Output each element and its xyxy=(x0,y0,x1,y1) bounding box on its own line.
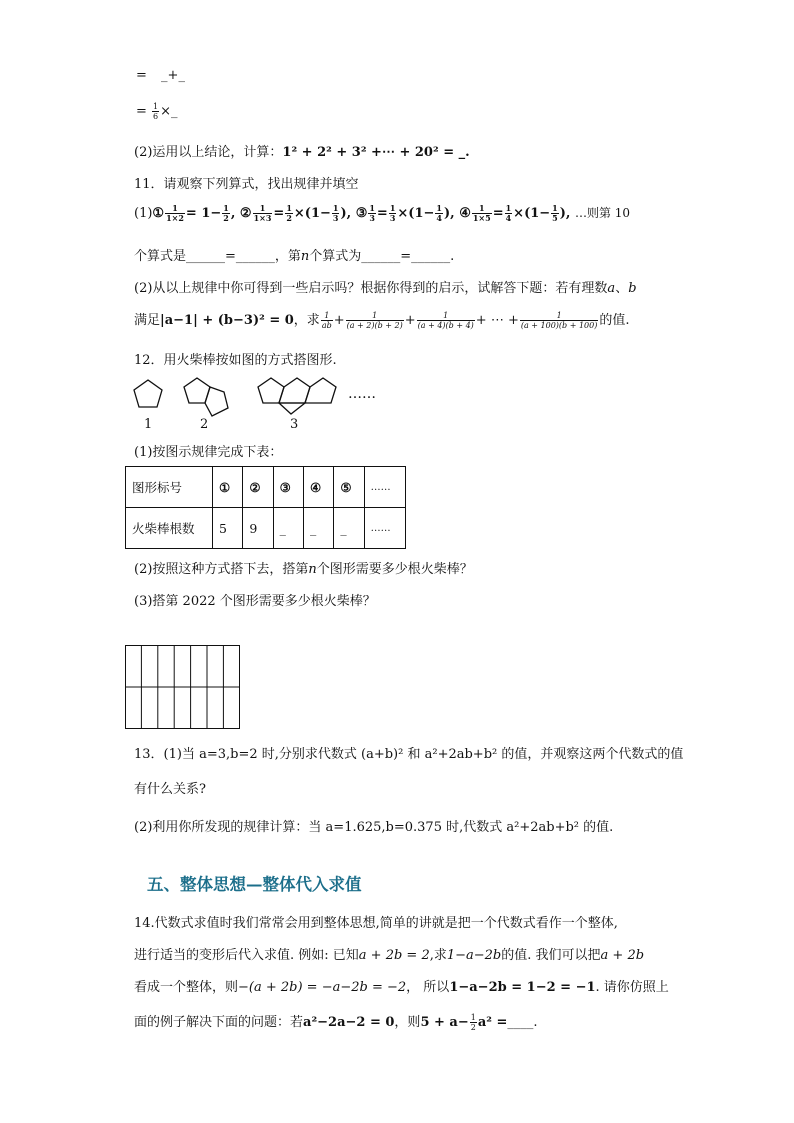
text-run: (2)从以上规律中你可得到一些启示吗？根据你得到的启示，试解答下题：若有理数 xyxy=(134,281,608,296)
question-11-part-2 xyxy=(134,277,637,296)
math-text: , xyxy=(230,206,236,221)
math-expression: a + 2b xyxy=(600,948,645,963)
question-10-part-2 xyxy=(134,141,470,160)
text-run: 进行适当的变形后代入求值. 例如: 已知 xyxy=(134,948,359,963)
fraction: $\frac{1}{1\times 3}$ xyxy=(253,203,272,223)
math-text: = 1− xyxy=(185,206,222,221)
math-expression: 1−a−2b = 1−2 = −1 xyxy=(449,980,596,995)
table-cell: ④ xyxy=(303,467,333,508)
fraction: $\frac{1}{5}$ xyxy=(552,203,558,223)
question-12-part-3: (3)搭第 2022 个图形需要多少根火柴棒？ xyxy=(134,594,376,609)
text-run: 个算式是______=______，第 xyxy=(134,249,301,264)
fraction: $\frac{1}{1\times 2}$ xyxy=(166,203,184,223)
table-head: 火柴棒根数 xyxy=(126,508,213,549)
math-text: = xyxy=(273,206,285,221)
math-expression: −(a + 2b) = −a−2b = −2 xyxy=(238,980,407,995)
table-cell: ⑤ xyxy=(334,467,364,508)
table-cell: ① xyxy=(213,467,243,508)
part-label: (1) xyxy=(134,206,153,221)
variable-a: a xyxy=(607,281,616,296)
question-13-line-1: 13．(1)当 a=3,b=2 时,分别求代数式 (a+b)² 和 a²+2ab+b² 的值，并观察这两个代数式的值 xyxy=(134,747,684,762)
question-12-part-1: (1)按图示规律完成下表： xyxy=(134,445,283,460)
table-row xyxy=(126,508,406,549)
math-expression: 1² + 2² + 3² +⋯ + 20² = _. xyxy=(282,145,470,160)
text-run: 的值. xyxy=(599,313,630,328)
fraction: $\frac{1}{2}$ xyxy=(470,1013,476,1032)
math-text: ), xyxy=(340,206,352,221)
text-run: ， 所以 xyxy=(406,980,450,995)
math-expression: a² = xyxy=(477,1015,508,1030)
math-text: ), xyxy=(559,206,571,221)
table-head: 图形标号 xyxy=(126,467,213,508)
blank-expression: ×_ xyxy=(160,104,178,119)
fraction: $\frac{1}{3}$ xyxy=(369,203,375,223)
variable-n: n xyxy=(300,249,310,264)
text-run: 面的例子解决下面的问题：若 xyxy=(134,1015,304,1030)
text-run: 看成一个整体，则 xyxy=(134,980,239,995)
circled-number: ① xyxy=(152,206,165,221)
math-text: = xyxy=(492,206,504,221)
section-heading: 五、整体思想—整体代入求值 xyxy=(147,875,362,894)
question-14-line-3 xyxy=(134,976,669,995)
math-text: + ⋯ + xyxy=(475,313,519,328)
circled-number: ③ xyxy=(355,206,368,221)
question-11-title: 11．请观察下列算式，找出规律并填空 xyxy=(134,177,359,192)
table-cell: 5 xyxy=(213,508,243,549)
circled-number: ② xyxy=(239,206,252,221)
equals-sign: = xyxy=(136,68,147,83)
question-14-line-4 xyxy=(134,1011,538,1032)
math-text: ), xyxy=(443,206,455,221)
fraction: $\frac{1}{1\times 5}$ xyxy=(472,203,491,223)
question-14-line-2 xyxy=(134,944,644,963)
question-13-part-2: (2)利用你所发现的规律计算：当 a=1.625,b=0.375 时,代数式 a²+2ab+b² 的值. xyxy=(134,820,614,835)
variable-b: b xyxy=(628,281,637,296)
math-text: ×(1− xyxy=(397,206,435,221)
table-cell: …… xyxy=(364,508,405,549)
table-cell: 9 xyxy=(243,508,273,549)
blank-expression: _+_ xyxy=(161,68,185,83)
question-11-part-2-formula: 满足|a−1| + (b−3)² = 0，求 $\frac{1}{ab}$ + $\frac{1}{(a + 2)(b + 2)}$ + $\frac{1}{(a + 4)(b + 4)}$ + ⋯ + $\frac{1}{(a + 100)(b + 100)}$ 的值. xyxy=(134,311,630,330)
math-expression: a²−2a−2 = 0 xyxy=(303,1015,395,1030)
equation-line-2 xyxy=(136,102,178,121)
fraction: $\frac{1}{2}$ xyxy=(223,203,229,223)
figure-label-1: 1 xyxy=(144,417,153,432)
answer-blank: ____. xyxy=(507,1015,538,1030)
math-expression: 5 + a− xyxy=(420,1015,469,1030)
question-11-formulas xyxy=(134,204,630,223)
variable-n: n xyxy=(308,562,317,577)
matchstick-figures xyxy=(120,370,400,432)
math-expression: 1−a−2b xyxy=(446,948,502,963)
text-run: 满足 xyxy=(134,313,161,328)
math-text: ×(1− xyxy=(513,206,551,221)
equals-sign: = xyxy=(136,104,147,119)
fraction: $\frac{1}{(a + 4)(b + 4)}$ xyxy=(417,311,474,330)
pentagon-figure-3d xyxy=(305,378,336,403)
fraction: $\frac{1}{4}$ xyxy=(436,203,442,223)
fraction: $\frac{1}{4}$ xyxy=(505,203,512,223)
math-text: ×(1− xyxy=(293,206,331,221)
text-run: 个图形需要多少根火柴棒？ xyxy=(316,562,473,577)
pentagon-figure-2b xyxy=(205,387,228,416)
question-12-title: 12．用火柴棒按如图的方式搭图形. xyxy=(134,353,337,368)
table-cell: _ xyxy=(273,508,303,549)
question-13-line-2: 有什么关系? xyxy=(134,782,206,797)
text-run: ,求 xyxy=(429,948,447,963)
figure-label-3: 3 xyxy=(290,417,299,432)
circled-number: ④ xyxy=(459,206,471,221)
matchstick-table xyxy=(125,466,406,549)
fraction: $\frac{1}{(a + 100)(b + 100)}$ xyxy=(520,311,598,330)
text-run: . 请你仿照上 xyxy=(595,980,669,995)
fraction: $\frac{1}{ab}$ xyxy=(321,311,332,330)
fraction: $\frac{1}{3}$ xyxy=(389,203,396,223)
table-cell: …… xyxy=(364,467,405,508)
text-run: 的值. 我们可以把 xyxy=(501,948,601,963)
table-cell: _ xyxy=(334,508,364,549)
math-text: = xyxy=(376,206,388,221)
part-label: (2)运用以上结论，计算： xyxy=(134,145,283,160)
equation-line-1 xyxy=(136,68,185,83)
fraction: $\frac{1}{(a + 2)(b + 2)}$ xyxy=(346,311,403,330)
table-row xyxy=(126,467,406,508)
question-14-line-1: 14.代数式求值时我们常常会用到整体思想,简单的讲就是把一个代数式看作一个整体, xyxy=(134,916,618,931)
pentagon-figure-3b xyxy=(279,378,310,403)
pentagon-figure-3c xyxy=(279,403,305,414)
math-expression: |a−1| + (b−3)² = 0 xyxy=(160,313,294,328)
math-text: …则第 10 xyxy=(574,206,631,220)
math-expression: a + 2b = 2 xyxy=(358,948,430,963)
question-11-fill-line xyxy=(134,245,454,264)
empty-grid-table xyxy=(125,645,241,730)
text-run: ，求 xyxy=(293,313,320,328)
text-run: (2)按照这种方式搭下去，搭第 xyxy=(134,562,309,577)
figure-label-2: 2 xyxy=(200,417,209,432)
table-cell: ③ xyxy=(273,467,303,508)
fraction: $\frac{1}{3}$ xyxy=(332,203,339,223)
fraction: $\frac{1}{2}$ xyxy=(286,203,292,223)
text-run: ，则 xyxy=(394,1015,421,1030)
table-cell: _ xyxy=(303,508,333,549)
pentagon-figure-1 xyxy=(134,380,162,407)
text-run: 个算式为______=______. xyxy=(309,249,455,264)
table-cell: ② xyxy=(243,467,273,508)
figure-dots: …… xyxy=(348,386,376,402)
text-run: 、 xyxy=(615,281,629,296)
fraction: $\frac{1}{6}$ xyxy=(153,102,159,121)
question-12-part-2 xyxy=(134,558,473,577)
